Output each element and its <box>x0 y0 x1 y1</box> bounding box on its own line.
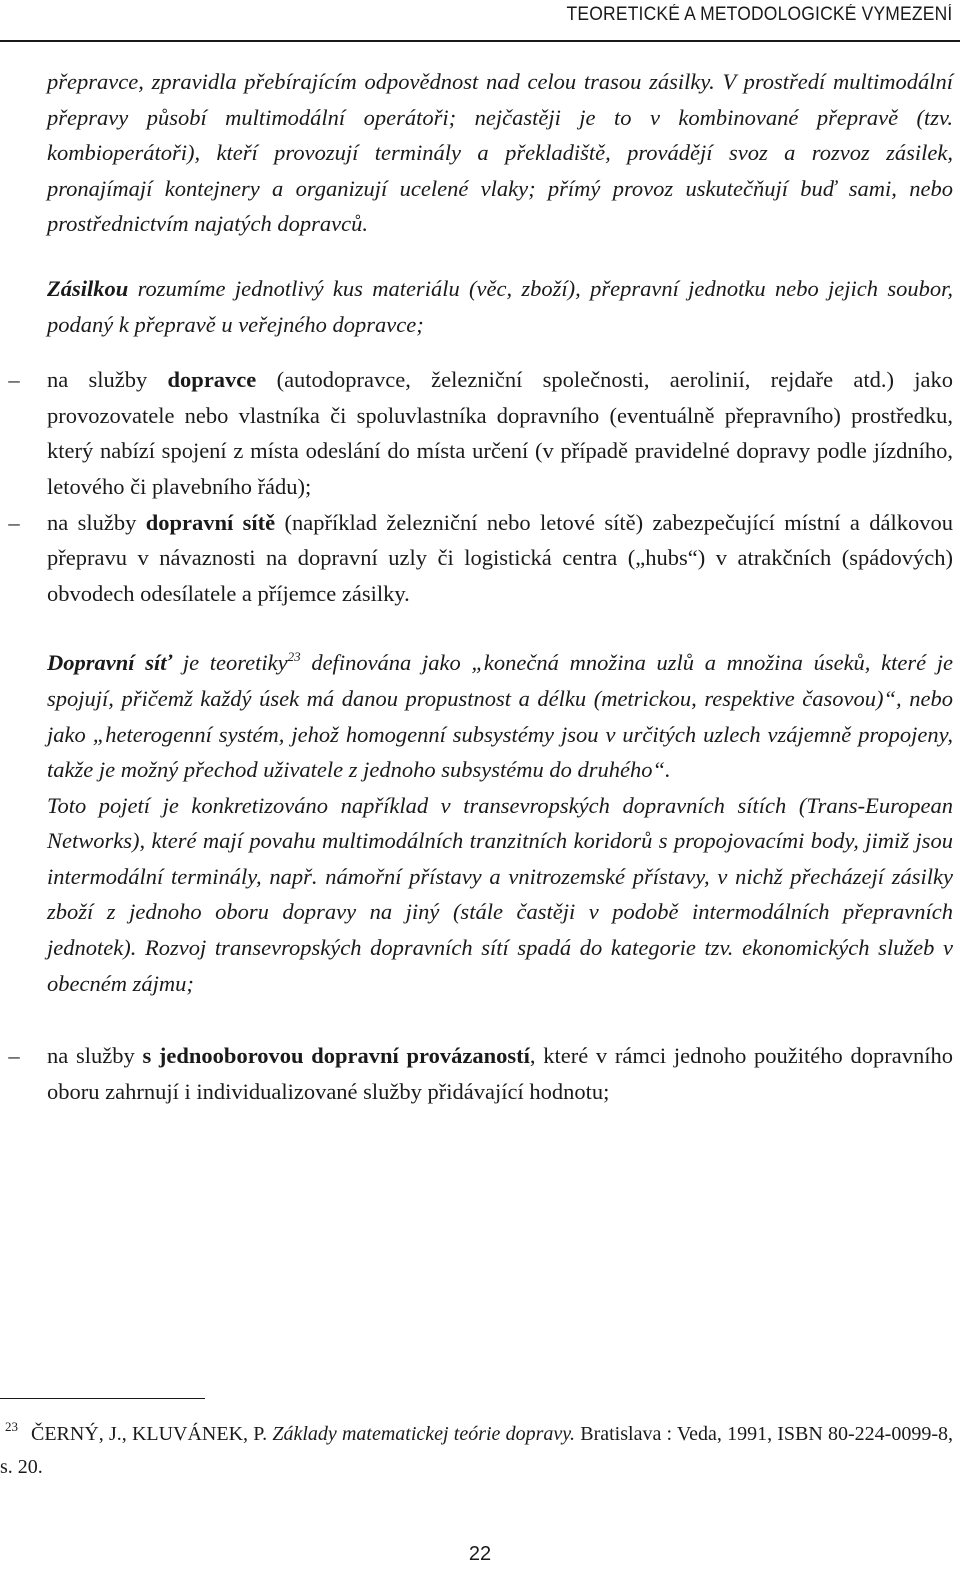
footnote-authors: ČERNÝ, J., KLUVÁNEK, P. <box>31 1423 273 1445</box>
item-carrier-pre: na služby <box>47 367 168 393</box>
item-single-mode-pre: na služby <box>47 1043 143 1069</box>
paragraph-consignment-text: rozumíme jednotlivý kus materiálu (věc, zboží), přepravní jednotku nebo jejich soubor, podaný k přepravě u veřejného dopravce; <box>47 275 953 337</box>
network-definition-text-a: je teoretiky <box>172 650 288 676</box>
footnote-text <box>0 1418 953 1484</box>
footnote-book-title: Základy matematickej teórie dopravy. <box>272 1423 576 1445</box>
main-text <box>8 64 954 1109</box>
item-single-mode-text: , které v rámci jednoho použitého dopravního oboru zahrnují i individualizované služby přidávající hodnotu; <box>47 1043 953 1104</box>
term-network: Dopravní síť <box>47 650 173 676</box>
term-transport-network: dopravní sítě <box>145 509 276 535</box>
paragraph-consignment <box>47 271 953 342</box>
dash-bullet: – <box>8 1043 20 1069</box>
header-rule <box>0 40 960 42</box>
footnote-details: Bratislava : Veda, 1991, ISBN 80-224-0099-8, s. 20. <box>0 1423 953 1478</box>
dash-bullet: – <box>8 509 20 535</box>
list-item-carrier-services <box>8 362 953 504</box>
footnote-23 <box>0 1418 953 1484</box>
page-header <box>0 0 960 42</box>
item-carrier-text: (autodopravce, železniční společnosti, aerolinií, rejdaře atd.) jako provozovatele nebo vlastníka či spoluvlastníka dopravního (eventuálně přepravního) prostředku, který nabízí spojení z místa odeslání do místa určení (v případě pravidelné dopravy podle jízdního, letového či plavebního řádu); <box>47 367 953 499</box>
footnote-rule <box>0 1398 205 1399</box>
dash-bullet: – <box>8 367 20 393</box>
list-item-network-services <box>8 505 953 612</box>
item-network-text: (například železniční nebo letové sítě) zabezpečující místní a dálkovou přepravu v návaznosti na dopravní uzly či logistická centra („hubs“) v atrakčních (spádových) obvodech odesílatele a příjemce zásilky. <box>47 509 953 606</box>
paragraph-carriers: přepravce, zpravidla přebírajícím odpovědnost nad celou trasou zásilky. V prostředí multimodální přepravy působí multimodální operátoři; nejčastěji je to v kombinované přepravě (tzv. kombioperátoři), kteří provozují terminály a překladiště, provádějí svoz a rozvoz zásilek, pronajímají kontejnery a organizují ucelené vlaky; přímý provoz uskutečňují buď sami, nebo prostřednictvím najatých dopravců. <box>47 69 953 237</box>
network-definition-text-b: definována jako „konečná množina uzlů a množina úseků, které je spojují, přičemž každý úsek má danou propustnost a délku (metrickou, respektive časovou)“, nebo jako „heterogenní systém, jehož homogenní subsystémy jsou v určitých uzlech vzájemně propojeny, takže je možný přechod uživatele z jednoho subsystému do druhého“. <box>47 650 954 783</box>
paragraph-ten-t: Toto pojetí je konkretizováno například v transevropských dopravních sítích (Trans-European Networks), které mají povahu multimodálních tranzitních koridorů s propojovacími body, jimiž jsou intermodální terminály, např. námořní přístavy a vnitrozemské přístavy, v nichž přecházejí zásilky zboží z jednoho oboru dopravy na jiný (stále častěji v podobě intermodálních přepravních jednotek). Rozvoj transevropských dopravních sítí spadá do kategorie tzv. ekonomických služeb v obecném zájmu; <box>47 792 953 996</box>
term-carrier: dopravce <box>167 367 257 393</box>
term-single-mode: s jednooborovou dopravní provázaností <box>142 1043 530 1069</box>
paragraph-network-definition <box>47 645 953 787</box>
running-header-title: TEORETICKÉ A METODOLOGICKÉ VYMEZENÍ <box>566 4 952 25</box>
list-item-single-mode-services <box>8 1038 953 1109</box>
item-network-pre: na služby <box>47 509 146 535</box>
footnote-number: 23 <box>5 1419 18 1434</box>
page-number: 22 <box>468 1543 492 1565</box>
term-consignment: Zásilkou <box>47 275 129 301</box>
footnote-reference[interactable]: 23 <box>287 649 301 665</box>
